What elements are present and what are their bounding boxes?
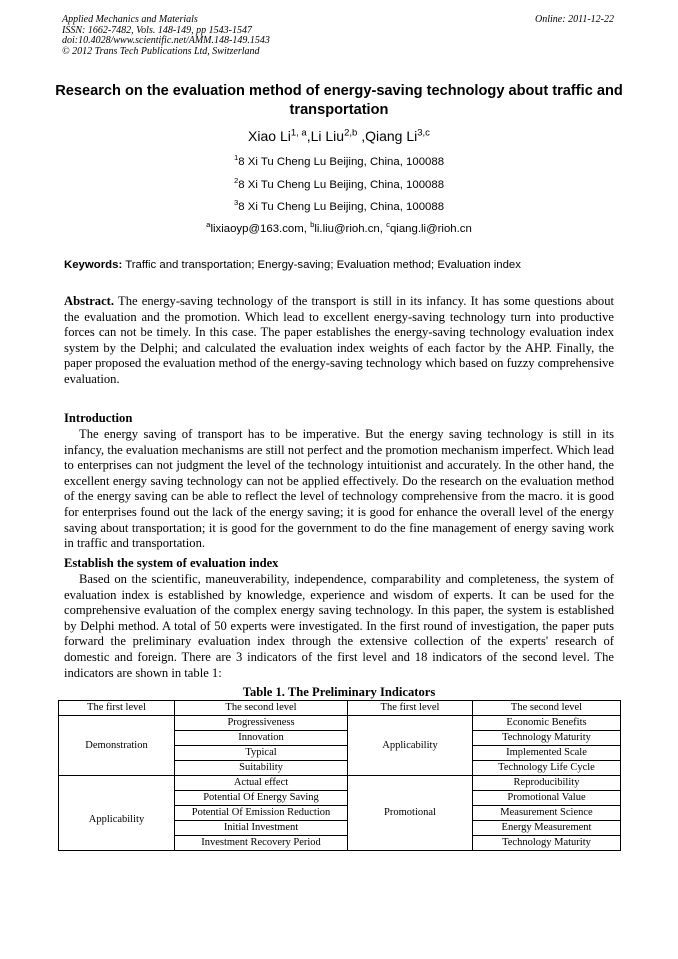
introduction-text: The energy saving of transport has to be imperative. But the energy saving technology is still in its infancy, the evaluation mechanisms are still not perfect and the promotion mechanism imperfect. Which lead to enterprises can not judgment the level of the technology intuitionist and accurately. In the other hand, the excellent energy saving technology can not be applied effectively. Do the research on the evaluation method of the energy saving can be able to reflect the level of technology comprehensive from the macro. it is good for enterprises found out the lack of the energy saving; it is good for enhance the overall level of the energy saving about transportation; it is good for the government to do the fine management of energy saving work in traffic and transportation. (64, 427, 614, 551)
author-name: Qiang Li (365, 128, 418, 144)
table-cell: Actual effect (175, 776, 348, 791)
affiliation-sup: 3 (233, 198, 239, 208)
paper-title: Research on the evaluation method of energy-saving technology about traffic and transportation (55, 83, 623, 118)
indicators-table (58, 700, 621, 851)
table-cell: Implemented Scale (473, 746, 621, 761)
table-cell: Initial Investment (175, 821, 348, 836)
table-header: The second level (473, 701, 621, 716)
table-cell-first-level: Promotional (348, 776, 473, 851)
email-sup: c (386, 220, 390, 230)
keywords (64, 259, 521, 271)
emails: $^a$lixiaoyp@163.com, $^b$li.liu@rioh.cn, $^c$qiang.li@rioh.cn (206, 220, 472, 235)
table-header: The second level (175, 701, 348, 716)
affiliation-text: 8 Xi Tu Cheng Lu Beijing, China, 100088 (238, 179, 445, 191)
email: qiang.li@rioh.cn (389, 223, 472, 235)
table-cell: Investment Recovery Period (175, 836, 348, 851)
table-cell: Economic Benefits (473, 716, 621, 731)
journal-name: Applied Mechanics and Materials (62, 14, 198, 25)
email: lixiaoyp@163.com (210, 223, 304, 235)
table-cell: Promotional Value (473, 791, 621, 806)
email: li.liu@rioh.cn (314, 223, 380, 235)
online-date: Online: 2011-12-22 (535, 14, 614, 25)
keywords-label: Keywords: (64, 259, 123, 271)
table-cell: Innovation (175, 731, 348, 746)
affiliation-text: 8 Xi Tu Cheng Lu Beijing, China, 100088 (238, 156, 445, 168)
author-name: Li Liu (310, 128, 345, 144)
affiliation (0, 153, 678, 168)
establish-heading: Establish the system of evaluation index (64, 556, 279, 570)
abstract-label: Abstract. (64, 294, 115, 308)
table-caption: Table 1. The Preliminary Indicators (242, 685, 436, 699)
introduction-heading: Introduction (64, 411, 133, 425)
email-sup: a (206, 220, 211, 230)
keywords-text: Traffic and transportation; Energy-saving; Evaluation method; Evaluation index (125, 259, 521, 271)
table-cell-first-level: Applicability (348, 716, 473, 776)
table-cell: Progressiveness (175, 716, 348, 731)
abstract-text: The energy-saving technology of the transport is still in its infancy. It has some questions about the evaluation and the promotion. Which lead to excellent energy-saving technology turn into productive forces can not be timely. In this case. The paper establishes the energy-saving technology evaluation index system by the Delphi; and calculated the evaluation index weights of each factor by the AHP. Finally, the paper proposed the evaluation method of the energy-saving technology which based on fuzzy comprehensive evaluation. (64, 294, 614, 386)
table-cell: Reproducibility (473, 776, 621, 791)
authors: Xiao Li$^{1, a}$,Li Liu$^{2,b}$ ,Qiang Li$^{3,c}$ (248, 127, 430, 144)
affiliation-sup: 2 (233, 176, 239, 186)
table-header: The first level (59, 701, 175, 716)
table-cell-first-level: Demonstration (59, 716, 175, 776)
table-cell: Technology Life Cycle (473, 761, 621, 776)
issn: ISSN: 1662-7482, Vols. 148-149, pp 1543-1547 (62, 24, 252, 36)
table-header: The first level (348, 701, 473, 716)
table-cell-first-level: Applicability (59, 791, 175, 851)
table-cell: Potential Of Emission Reduction (175, 806, 348, 821)
table-cell: Suitability (175, 761, 348, 776)
email-sup: b (310, 220, 315, 230)
table-cell: Potential Of Energy Saving (175, 791, 348, 806)
table-header-row (59, 701, 621, 716)
author-sup: 3,c (417, 127, 430, 139)
affiliation (0, 198, 678, 213)
table-row (59, 791, 621, 806)
author-sup: 1, a (290, 127, 307, 139)
table-cell-empty (59, 776, 175, 791)
table-cell: Technology Maturity (473, 731, 621, 746)
affiliation-sup: 1 (233, 153, 239, 163)
doi: doi:10.4028/www.scientific.net/AMM.148-149.1543 (62, 35, 270, 46)
abstract (64, 294, 614, 388)
author-name: Xiao Li (248, 128, 291, 144)
table-cell: Energy Measurement (473, 821, 621, 836)
table-row (59, 776, 621, 791)
affiliation-text: 8 Xi Tu Cheng Lu Beijing, China, 100088 (238, 201, 445, 213)
table-row (59, 716, 621, 731)
table-cell: Technology Maturity (473, 836, 621, 851)
author-sup: 2,b (344, 127, 358, 139)
copyright: © 2012 Trans Tech Publications Ltd, Switzerland (62, 45, 260, 57)
journal-header (62, 15, 270, 57)
affiliation (0, 176, 678, 191)
table-cell: Measurement Science (473, 806, 621, 821)
establish-text: Based on the scientific, maneuverability, independence, comparability and completeness, the system of evaluation index is established by knowledge, experience and wisdom of experts. It can be used for the comprehensive evaluation of the complex energy saving technology. In this paper, the system is established by Delphi method. A total of 50 experts were investigated. In the first round of investigation, the paper puts forward the preliminary evaluation index through the extensive collection of the experts' research of domestic and foreign. There are 3 indicators of the first level and 18 indicators of the second level. The indicators are shown in table 1: (64, 572, 614, 680)
table-cell: Typical (175, 746, 348, 761)
